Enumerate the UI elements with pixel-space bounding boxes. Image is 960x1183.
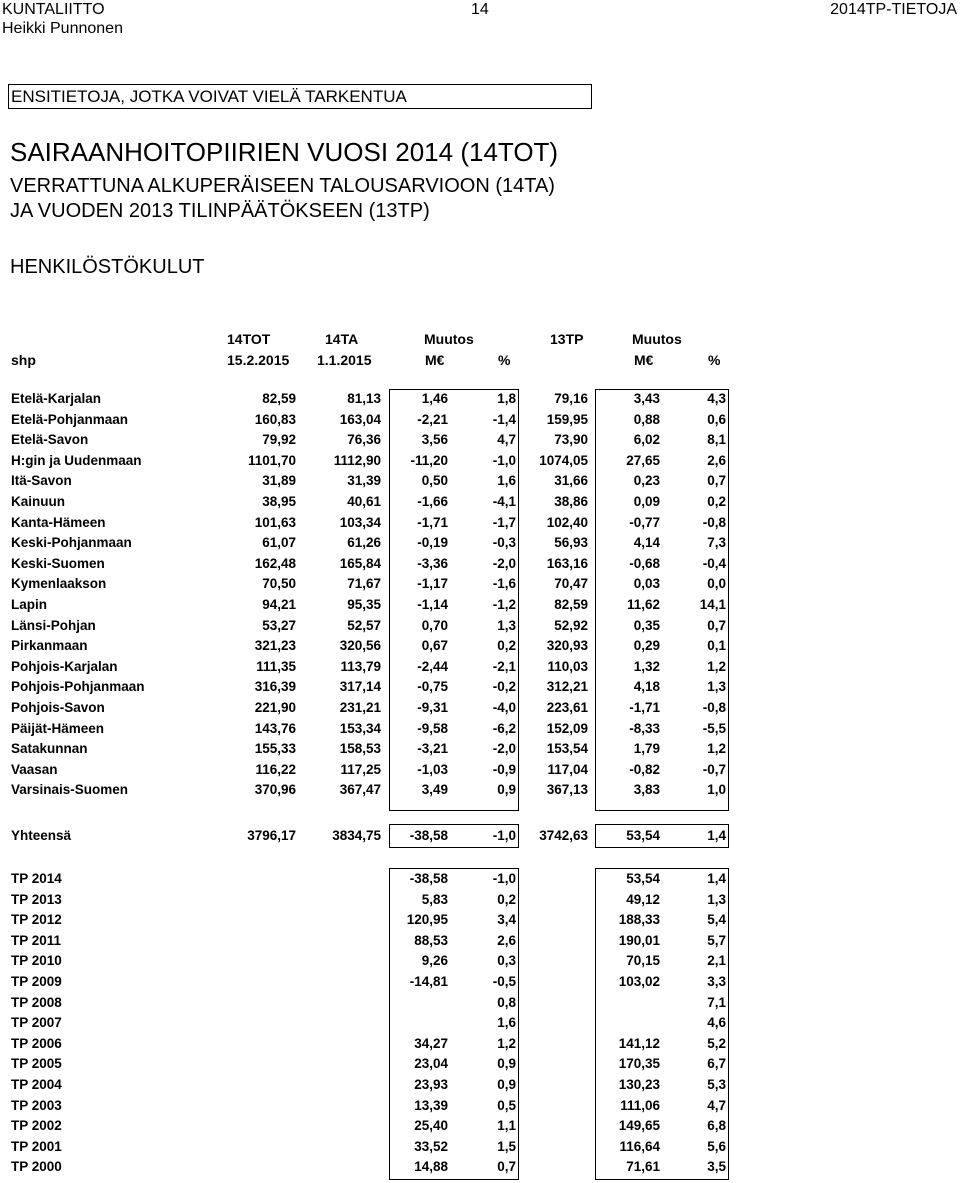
table-cell: -1,7 [492, 514, 516, 530]
table-cell: 76,36 [347, 432, 381, 448]
table-cell: 1,0 [707, 782, 726, 798]
table-cell: 163,04 [339, 411, 381, 427]
table-cell: 71,61 [626, 1159, 660, 1175]
table-cell: -0,19 [417, 535, 448, 551]
table-cell: -14,81 [409, 974, 448, 989]
table-cell: -3,21 [417, 741, 448, 757]
row-label: Päijät-Hämeen [11, 720, 105, 736]
page-title-line-3: JA VUODEN 2013 TILINPÄÄTÖKSEEN (13TP) [10, 200, 430, 222]
table-cell: 1074,05 [539, 452, 588, 468]
table-cell: 0,3 [497, 953, 516, 969]
table-cell: 116,64 [619, 1138, 660, 1154]
table-cell: -9,58 [417, 720, 448, 736]
history-row [0, 910, 960, 931]
table-cell: 0,9 [497, 1056, 516, 1072]
row-label: TP 2010 [11, 953, 62, 969]
table-row [0, 677, 960, 698]
table-cell: 73,90 [554, 432, 588, 448]
table-cell: 31,66 [554, 473, 588, 489]
history-row [0, 1075, 960, 1096]
table-cell: 152,09 [546, 720, 588, 736]
table-cell: -38,58 [409, 871, 448, 886]
table-cell: 61,07 [262, 535, 296, 551]
table-cell: 1,32 [633, 658, 660, 674]
table-cell: 1,8 [497, 391, 516, 406]
table-cell: 317,14 [339, 679, 381, 695]
history-row [0, 1054, 960, 1075]
table-cell: 23,93 [414, 1077, 448, 1092]
table-cell: -0,8 [702, 700, 726, 715]
table-cell: 103,34 [339, 514, 381, 530]
table-cell: 370,96 [254, 782, 296, 798]
table-row [0, 595, 960, 616]
table-cell: -1,71 [629, 700, 660, 715]
table-row-total [0, 826, 960, 847]
table-cell: 3,56 [421, 432, 448, 448]
table-cell: 1,46 [421, 391, 448, 406]
table-cell: 88,53 [414, 932, 448, 948]
row-label: Kainuun [11, 494, 65, 509]
table-cell: 0,0 [707, 576, 726, 592]
row-label: Lapin [11, 597, 47, 612]
history-row [0, 993, 960, 1014]
table-cell: 320,56 [339, 638, 381, 654]
table-cell: -1,71 [417, 514, 448, 530]
table-cell: 159,95 [546, 411, 588, 427]
table-cell: 3,43 [633, 391, 660, 406]
table-cell: 1,3 [707, 891, 726, 907]
table-cell: 14,88 [414, 1159, 448, 1175]
history-row [0, 890, 960, 911]
table-cell: 4,7 [707, 1097, 726, 1113]
row-label: Pohjois-Savon [11, 700, 105, 715]
row-label: Pirkanmaan [11, 638, 88, 654]
table-cell: 165,84 [339, 555, 381, 571]
col-unit-pct-2: % [708, 352, 721, 368]
table-cell: 155,33 [254, 741, 296, 757]
page-title: SAIRAANHOITOPIIRIEN VUOSI 2014 (14TOT) [10, 137, 559, 167]
table-cell: 1,3 [497, 617, 516, 633]
col-14ta: 14TA [325, 331, 359, 347]
table-cell: 49,12 [626, 891, 660, 907]
table-cell: 0,9 [497, 782, 516, 798]
table-cell: 190,01 [618, 932, 660, 948]
row-label: TP 2014 [11, 871, 62, 886]
row-label: TP 2007 [11, 1015, 62, 1031]
table-cell: 71,67 [347, 576, 381, 592]
table-cell: 158,53 [339, 741, 381, 757]
row-label: Yhteensä [11, 827, 72, 843]
table-cell: 103,02 [618, 974, 660, 989]
row-label: TP 2000 [11, 1159, 62, 1175]
table-cell: 52,57 [347, 617, 381, 633]
table-cell: 0,67 [421, 638, 448, 654]
table-cell: 27,65 [626, 452, 660, 468]
preliminary-banner: ENSITIETOJA, JOTKA VOIVAT VIELÄ TARKENTUA [8, 84, 592, 109]
table-cell: 0,5 [497, 1097, 516, 1113]
table-cell: 2,6 [497, 932, 516, 948]
table-cell: 53,54 [626, 827, 660, 843]
table-cell: 4,7 [497, 432, 516, 448]
table-cell: 8,1 [707, 432, 726, 448]
table-cell: 0,88 [633, 411, 660, 427]
table-cell: 9,26 [421, 953, 448, 969]
table-cell: 13,39 [414, 1097, 448, 1113]
table-cell: 79,16 [554, 391, 588, 406]
table-cell: 11,62 [626, 597, 660, 612]
row-label: TP 2012 [11, 912, 62, 928]
table-cell: 34,27 [414, 1035, 448, 1051]
table-cell: 320,93 [546, 638, 588, 654]
table-cell: 316,39 [254, 679, 296, 695]
table-cell: 3742,63 [539, 827, 588, 843]
table-cell: 231,21 [339, 700, 381, 715]
table-cell: -2,21 [417, 411, 448, 427]
table-cell: 5,7 [707, 932, 726, 948]
history-row [0, 869, 960, 890]
table-cell: -0,77 [629, 514, 660, 530]
table-cell: 0,1 [707, 638, 726, 654]
col-unit-pct-1: % [498, 352, 511, 368]
table-cell: -5,5 [702, 720, 726, 736]
table-cell: 0,7 [497, 1159, 516, 1175]
table-cell: 79,92 [262, 432, 296, 448]
table-cell: 367,13 [546, 782, 588, 798]
row-label: H:gin ja Uudenmaan [11, 452, 142, 468]
table-cell: 31,39 [347, 473, 381, 489]
table-cell: 113,79 [340, 658, 381, 674]
table-cell: 6,7 [707, 1056, 726, 1072]
table-cell: 141,12 [618, 1035, 660, 1051]
table-cell: 163,16 [546, 555, 588, 571]
table-cell: 111,06 [620, 1097, 660, 1113]
table-cell: 0,09 [633, 494, 660, 509]
table-cell: 3,49 [421, 782, 448, 798]
row-label: TP 2001 [11, 1138, 62, 1154]
row-label: TP 2005 [11, 1056, 62, 1072]
table-cell: -0,8 [702, 514, 726, 530]
table-cell: -1,6 [492, 576, 516, 592]
table-cell: -3,36 [417, 555, 448, 571]
table-cell: 0,2 [497, 638, 516, 654]
table-cell: 7,1 [707, 994, 726, 1010]
table-cell: 160,83 [254, 411, 296, 427]
table-cell: 14,1 [699, 597, 726, 612]
col-shp: shp [11, 352, 36, 368]
history-row [0, 1137, 960, 1158]
col-13tp: 13TP [550, 331, 584, 347]
table-row [0, 636, 960, 657]
row-label: TP 2006 [11, 1035, 62, 1051]
history-row [0, 1116, 960, 1137]
table-cell: 56,93 [554, 535, 588, 551]
table-cell: 5,2 [707, 1035, 726, 1051]
table-cell: -0,9 [492, 761, 516, 777]
col-muutos-tp: Muutos [632, 331, 682, 347]
row-label: TP 2011 [11, 932, 62, 948]
row-label: Itä-Savon [11, 473, 72, 489]
table-cell: -2,1 [492, 658, 516, 674]
history-row [0, 1013, 960, 1034]
table-cell: 102,40 [546, 514, 588, 530]
row-label: Etelä-Pohjanmaan [11, 411, 129, 427]
table-cell: 1,2 [707, 741, 726, 757]
table-cell: 116,22 [255, 761, 296, 777]
table-cell: 117,25 [340, 761, 381, 777]
table-cell: 61,26 [347, 535, 381, 551]
table-cell: -1,4 [492, 411, 516, 427]
history-row [0, 931, 960, 952]
table-row [0, 471, 960, 492]
table-cell: 2,6 [707, 452, 726, 468]
table-cell: 7,3 [707, 535, 726, 551]
history-row [0, 972, 960, 993]
table-cell: 1,6 [497, 473, 516, 489]
table-cell: -1,0 [492, 827, 516, 843]
table-cell: 81,13 [347, 391, 381, 406]
col-date-14tot: 15.2.2015 [227, 352, 290, 368]
section-title: HENKILÖSTÖKULUT [10, 256, 205, 278]
table-cell: 162,48 [254, 555, 296, 571]
table-cell: 149,65 [618, 1118, 660, 1134]
table-cell: 70,50 [262, 576, 296, 592]
table-cell: 1101,70 [247, 452, 296, 468]
table-cell: 94,21 [262, 597, 296, 612]
table-cell: 188,33 [618, 912, 660, 928]
table-cell: 5,6 [707, 1138, 726, 1154]
table-cell: 111,35 [256, 658, 296, 674]
row-label: Länsi-Pohjan [11, 617, 96, 633]
table-cell: 0,35 [633, 617, 660, 633]
table-row [0, 698, 960, 719]
table-cell: 2,1 [707, 953, 726, 969]
table-cell: 130,23 [618, 1077, 660, 1092]
table-cell: 367,47 [339, 782, 381, 798]
table-cell: 5,83 [421, 891, 448, 907]
table-cell: 4,14 [633, 535, 660, 551]
row-label: Varsinais-Suomen [11, 782, 129, 798]
table-cell: -1,17 [417, 576, 448, 592]
table-cell: 6,8 [707, 1118, 726, 1134]
table-cell: 1112,90 [333, 452, 381, 468]
row-label: TP 2008 [11, 994, 62, 1010]
table-cell: -0,3 [492, 535, 516, 551]
table-cell: 120,95 [406, 912, 448, 928]
table-row [0, 492, 960, 513]
row-label: Kanta-Hämeen [11, 514, 106, 530]
table-cell: 110,03 [547, 658, 588, 674]
table-cell: -0,2 [492, 679, 516, 695]
row-label: TP 2004 [11, 1077, 62, 1092]
row-label: Pohjois-Pohjanmaan [11, 679, 145, 695]
table-row [0, 780, 960, 801]
table-cell: 117,04 [547, 761, 588, 777]
table-cell: 6,02 [633, 432, 660, 448]
table-row [0, 389, 960, 410]
row-label: TP 2003 [11, 1097, 62, 1113]
table-row [0, 760, 960, 781]
row-label: Keski-Suomen [11, 555, 105, 571]
table-cell: 1,6 [497, 1015, 516, 1031]
table-cell: -1,03 [417, 761, 448, 777]
row-label: Etelä-Karjalan [11, 391, 102, 406]
history-row [0, 1034, 960, 1055]
table-cell: -0,5 [492, 974, 516, 989]
table-cell: 38,95 [262, 494, 296, 509]
table-cell: -11,20 [410, 452, 448, 468]
table-cell: -38,58 [409, 827, 448, 843]
table-cell: 0,7 [707, 473, 726, 489]
table-cell: 4,6 [707, 1015, 726, 1031]
table-row [0, 554, 960, 575]
table-cell: 70,15 [626, 953, 660, 969]
table-cell: -0,4 [702, 555, 726, 571]
col-muutos-ta: Muutos [424, 331, 474, 347]
table-cell: 25,40 [414, 1118, 448, 1134]
table-cell: 321,23 [254, 638, 296, 654]
table-cell: -1,14 [417, 597, 448, 612]
table-cell: 5,4 [707, 912, 726, 928]
table-cell: 82,59 [262, 391, 296, 406]
table-cell: 82,59 [554, 597, 588, 612]
table-cell: 0,9 [497, 1077, 516, 1092]
table-row [0, 739, 960, 760]
table-cell: 53,27 [262, 617, 296, 633]
table-row [0, 533, 960, 554]
header-org: KUNTALIITTO [2, 1, 105, 18]
row-label: Pohjois-Karjalan [11, 658, 118, 674]
table-cell: 53,54 [626, 871, 660, 886]
table-cell: 101,63 [254, 514, 296, 530]
table-cell: 0,7 [707, 617, 726, 633]
table-cell: 0,8 [497, 994, 516, 1010]
table-cell: 0,2 [707, 494, 726, 509]
row-label: Satakunnan [11, 741, 88, 757]
table-cell: 3,5 [707, 1159, 726, 1175]
table-cell: 153,54 [546, 741, 588, 757]
table-cell: 3,83 [633, 782, 660, 798]
table-cell: -0,68 [629, 555, 660, 571]
table-cell: -1,2 [492, 597, 516, 612]
table-cell: -8,33 [629, 720, 660, 736]
table-cell: -2,0 [492, 555, 516, 571]
table-row [0, 657, 960, 678]
table-cell: 0,29 [633, 638, 660, 654]
header-doc-id: 2014TP-TIETOJA [830, 1, 957, 18]
col-unit-meur-1: M€ [425, 352, 445, 368]
table-cell: -6,2 [492, 720, 516, 736]
table-row [0, 410, 960, 431]
history-row [0, 1157, 960, 1178]
table-cell: 40,61 [347, 494, 381, 509]
table-cell: -0,7 [702, 761, 726, 777]
table-cell: 4,3 [707, 391, 726, 406]
row-label: Keski-Pohjanmaan [11, 535, 132, 551]
table-row [0, 451, 960, 472]
history-row [0, 1096, 960, 1117]
table-cell: 223,61 [546, 700, 588, 715]
table-cell: -0,82 [629, 761, 660, 777]
table-cell: 33,52 [414, 1138, 448, 1154]
row-label: Etelä-Savon [11, 432, 89, 448]
table-cell: 221,90 [254, 700, 296, 715]
page-number: 14 [471, 1, 489, 18]
header-author: Heikki Punnonen [2, 20, 123, 37]
table-row [0, 513, 960, 534]
page-title-line-2: VERRATTUNA ALKUPERÄISEEN TALOUSARVIOON (14TA) [10, 175, 555, 197]
history-row [0, 951, 960, 972]
table-cell: 0,23 [633, 473, 660, 489]
row-label: TP 2009 [11, 974, 62, 989]
table-cell: 153,34 [339, 720, 381, 736]
table-cell: 38,86 [554, 494, 588, 509]
table-cell: -0,75 [417, 679, 448, 695]
table-cell: 3,4 [497, 912, 516, 928]
col-unit-meur-2: M€ [634, 352, 654, 368]
table-cell: -2,44 [417, 658, 448, 674]
table-cell: 1,4 [707, 871, 726, 886]
table-row [0, 430, 960, 451]
table-cell: -2,0 [492, 741, 516, 757]
col-14tot: 14TOT [227, 331, 271, 347]
table-cell: 0,6 [707, 411, 726, 427]
row-label: TP 2002 [11, 1118, 62, 1134]
table-cell: 170,35 [618, 1056, 660, 1072]
table-cell: 52,92 [554, 617, 588, 633]
table-row [0, 719, 960, 740]
row-label: Vaasan [11, 761, 58, 777]
table-row [0, 616, 960, 637]
table-cell: 1,3 [707, 679, 726, 695]
table-row [0, 574, 960, 595]
table-cell: 1,4 [707, 827, 726, 843]
table-cell: 0,03 [633, 576, 660, 592]
table-cell: -1,0 [492, 871, 516, 886]
table-cell: 1,2 [497, 1035, 516, 1051]
table-cell: 0,2 [497, 891, 516, 907]
col-date-14ta: 1.1.2015 [317, 352, 372, 368]
table-cell: 4,18 [633, 679, 660, 695]
table-cell: 5,3 [707, 1077, 726, 1092]
row-label: Kymenlaakson [11, 576, 107, 592]
row-label: TP 2013 [11, 891, 62, 907]
table-cell: -1,66 [417, 494, 448, 509]
table-cell: -1,0 [492, 452, 516, 468]
table-cell: 31,89 [262, 473, 296, 489]
table-cell: 70,47 [554, 576, 588, 592]
table-cell: 312,21 [546, 679, 588, 695]
table-cell: 23,04 [414, 1056, 448, 1072]
table-cell: 1,79 [633, 741, 660, 757]
table-cell: 3796,17 [247, 827, 296, 843]
table-cell: 1,1 [497, 1118, 516, 1134]
table-cell: 95,35 [347, 597, 381, 612]
table-cell: 1,5 [497, 1138, 516, 1154]
table-cell: 0,50 [421, 473, 448, 489]
table-cell: -4,0 [492, 700, 516, 715]
table-cell: 143,76 [254, 720, 296, 736]
table-cell: -4,1 [492, 494, 516, 509]
table-cell: 3834,75 [332, 827, 381, 843]
table-cell: -9,31 [417, 700, 448, 715]
table-cell: 0,70 [421, 617, 448, 633]
table-cell: 3,3 [707, 974, 726, 989]
table-cell: 1,2 [707, 658, 726, 674]
